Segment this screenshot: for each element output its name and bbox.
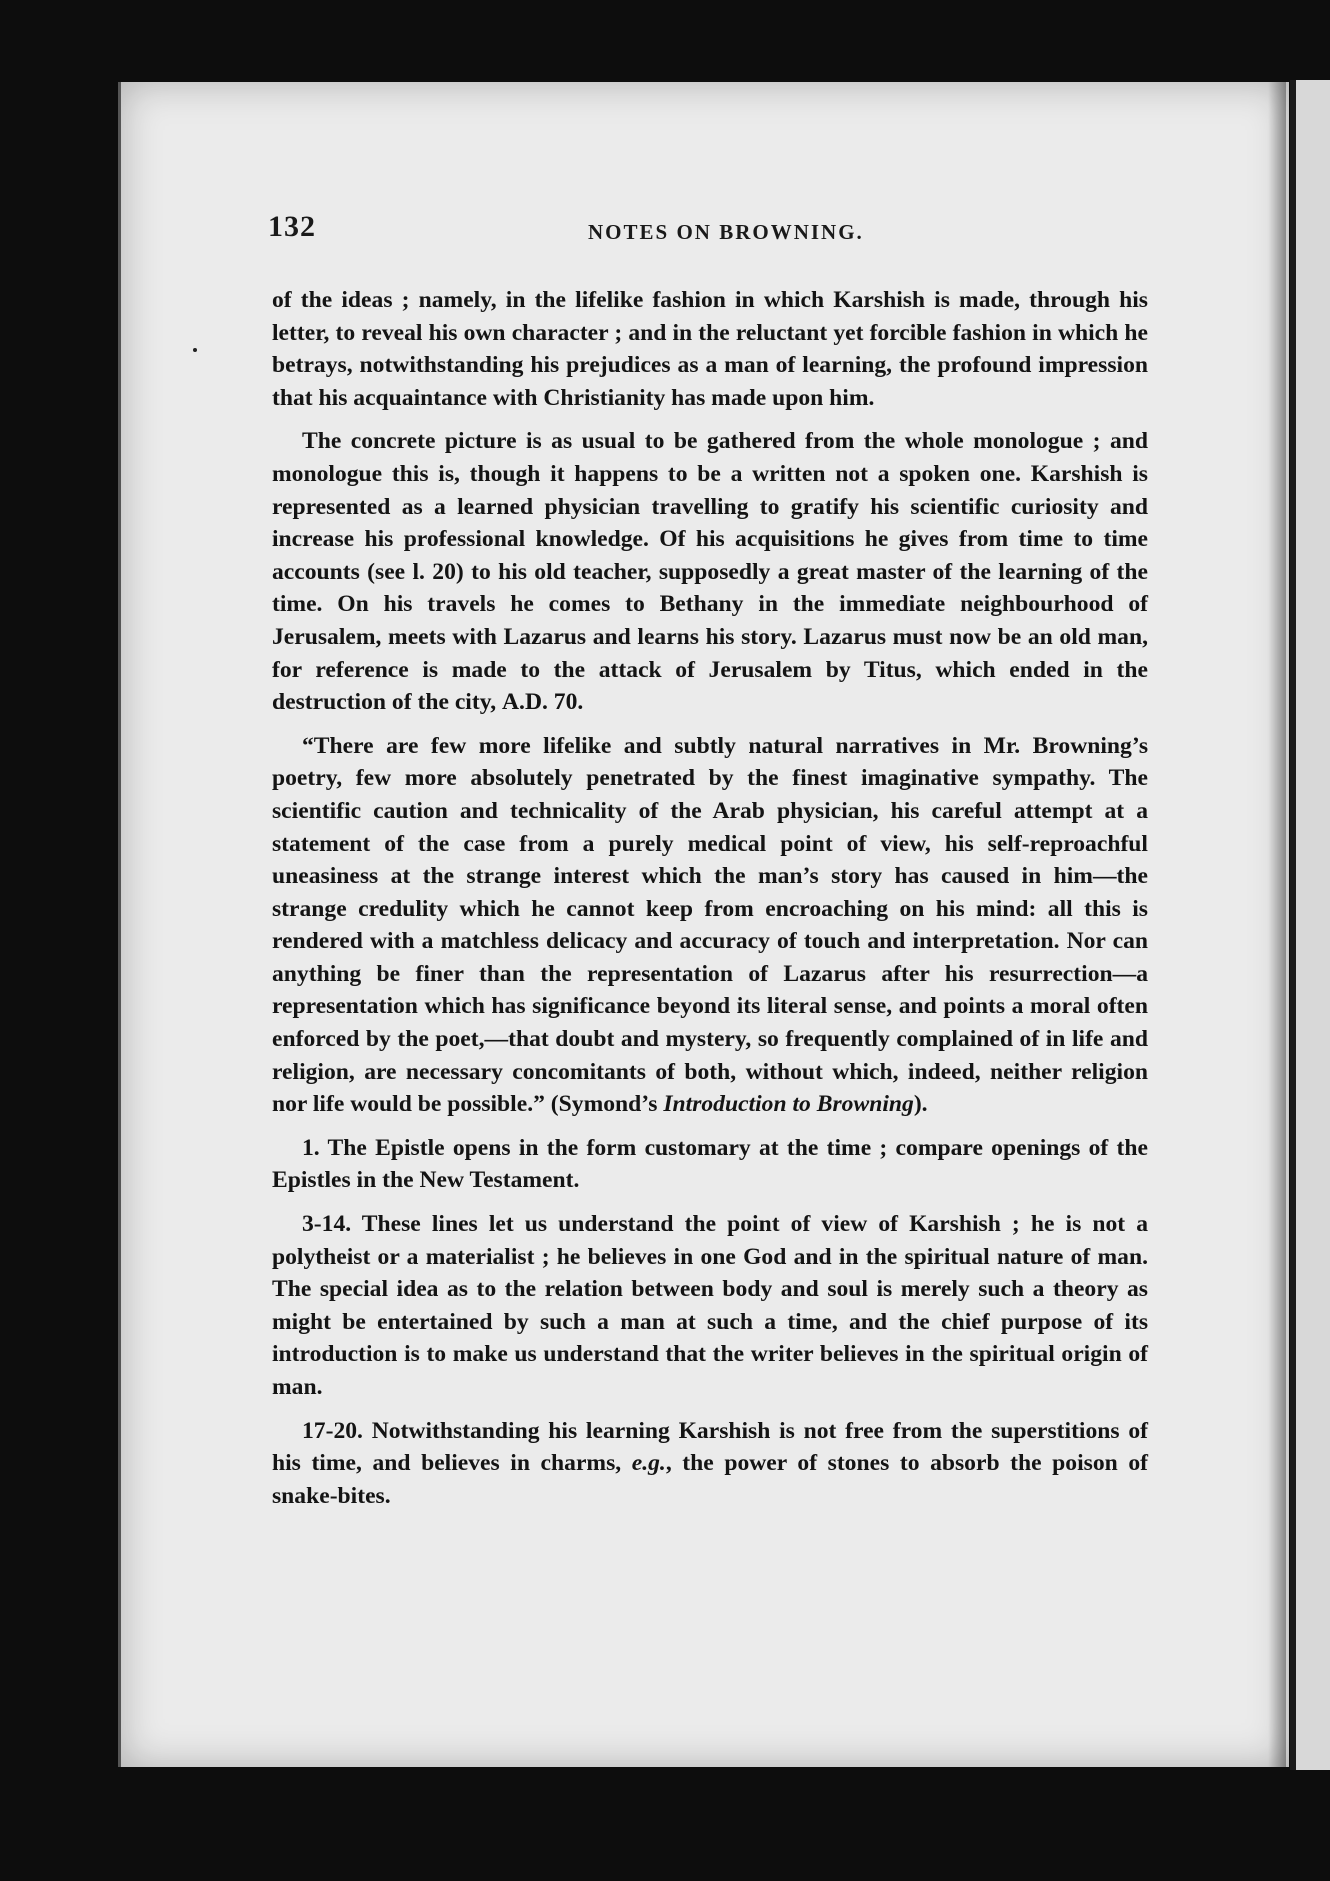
page-header xyxy=(268,210,1148,250)
adjacent-page-edge xyxy=(1290,80,1330,1770)
gutter-shadow xyxy=(1268,82,1286,1767)
era-abbrev: A.D. xyxy=(502,689,548,716)
note-line-1 xyxy=(272,1132,1148,1197)
body-text xyxy=(272,284,1148,1523)
paragraph-text: 3-14. These lines let us understand the point of view of Karshish ; he is not a polytheist or a materialist ; he believes in one God and in the spiritual nature of man. The special idea as to the relation between body and soul is merely such a theory as might be entertained by such a man at such a time, and the chief purpose of its introduction is to make us understand that the writer believes in the spiritual origin of man. xyxy=(272,1211,1148,1400)
paragraph-continuation xyxy=(272,284,1148,414)
year-text: 70. xyxy=(553,689,584,716)
citation-title: Introduction to Browning xyxy=(663,1091,914,1118)
paragraph-text: “There are few more lifelike and subtly natural narratives in Mr. Browning’s poetry, few more absolutely penetrated by the finest imaginative sympathy. The scientific caution and technicality of the Arab physician, his careful attempt at a statement of the case from a purely medical point of view, his self-reproachful uneasiness at the strange interest which the man’s story has caused in him—the strange credulity which he cannot keep from encroaching on his mind: all this is rendered with a matchless delicacy and accuracy of touch and interpretation. Nor can anything be finer than the representation of Lazarus after his resurrection—a representation which has significance beyond its literal sense, and points a moral often enforced by the poet,—that doubt and mystery, so frequently complained of in life and religion, are necessary concomitants of both, without which, indeed, neither religion nor life would be possible.” (Symond’s xyxy=(272,732,1148,1118)
scan-speck xyxy=(193,348,197,352)
paragraph-quotation xyxy=(272,730,1148,1121)
note-lines-17-20 xyxy=(272,1415,1148,1513)
page-number: 132 xyxy=(268,210,316,243)
abbreviation: e.g. xyxy=(631,1450,666,1477)
paragraph-text: 17-20. Notwithstanding his learning Karshish is not free from the superstitions of his time, and believes in charms, xyxy=(272,1417,1148,1477)
citation-end: ). xyxy=(913,1091,928,1118)
paragraph-text: 1. The Epistle opens in the form customary at the time ; compare openings of the Epistles in the New Testament. xyxy=(272,1134,1148,1194)
running-head: NOTES ON BROWNING. xyxy=(588,220,864,244)
note-lines-3-14 xyxy=(272,1208,1148,1404)
paragraph-concrete-picture xyxy=(272,425,1148,718)
paragraph-text: of the ideas ; namely, in the lifelike fashion in which Karshish is made, through his letter, to reveal his own character ; and in the reluctant yet forcible fashion in which he betrays, notwithstanding his prejudices as a man of learning, the profound impression that his acquaintance with Christianity has made upon him. xyxy=(272,287,1148,411)
paragraph-text-end: , the power of stones to absorb the poison of snake-bites. xyxy=(272,1450,1148,1509)
paragraph-text: The concrete picture is as usual to be gathered from the whole monologue ; and monologue this is, though it happens to be a written not a spoken one. Karshish is represented as a learned physician travelling to gratify his scientific curiosity and increase his professional knowledge. Of his acquisitions he gives from time to time accounts (see l. 20) to his old teacher, supposedly a great master of the learning of the time. On his travels he comes to Bethany in the immediate neighbourhood of Jerusalem, meets with Lazarus and learns his story. Lazarus must now be an old man, for reference is made to the attack of Jerusalem by Titus, which ended in the destruction of the city, xyxy=(272,428,1148,716)
